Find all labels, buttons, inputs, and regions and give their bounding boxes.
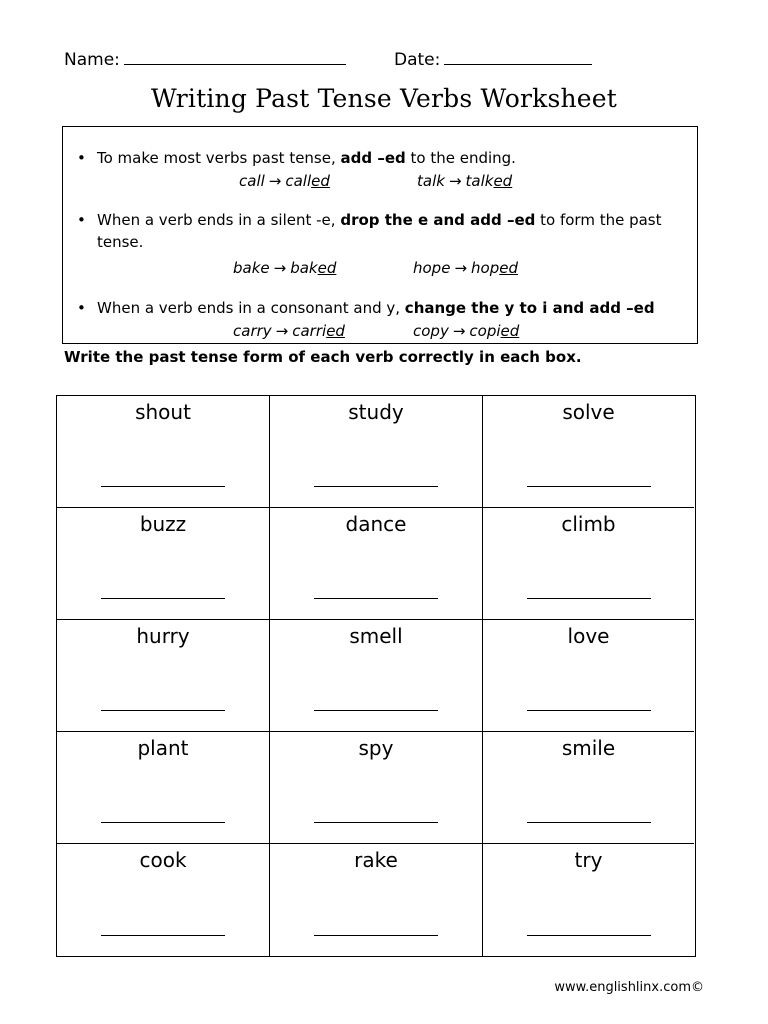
instruction-text: Write the past tense form of each verb correctly in each box. [64,348,582,366]
answer-line[interactable] [314,935,438,936]
answer-cell[interactable] [57,620,270,732]
answer-cell[interactable] [483,396,694,508]
verb-word: dance [345,512,407,536]
verb-word: study [348,400,404,424]
answer-cell[interactable] [270,732,483,844]
header [64,46,604,72]
answer-cell[interactable] [57,732,270,844]
example-stem: call [285,172,312,190]
example-stem: talk [465,172,494,190]
answer-line[interactable] [527,710,651,711]
example-base: call [239,172,265,190]
answer-line[interactable] [527,598,651,599]
verb-word: love [567,624,610,648]
rule-bold-text: add –ed [340,149,406,167]
rule-3 [79,297,687,319]
answer-cell[interactable] [270,396,483,508]
answer-line[interactable] [527,935,651,936]
bullet: • [77,149,86,167]
arrow-icon: → [454,259,468,277]
example-suffix: ed [326,322,345,340]
answer-cell[interactable] [57,508,270,620]
example-suffix: ed [499,259,518,277]
example-suffix: ed [311,172,330,190]
example [413,322,519,340]
rule-1 [79,147,687,169]
rule-text-before: To make most verbs past tense, [97,149,341,167]
example [239,172,330,190]
rule-text-after: to form the past tense. [97,211,662,251]
rule-text-before: When a verb ends in a silent -e, [97,211,341,229]
arrow-icon: → [452,322,466,340]
example [233,322,345,340]
arrow-icon: → [273,259,287,277]
date-label: Date: [394,50,441,70]
verb-word: try [574,848,603,872]
rule-bold-text: drop the e and add –ed [340,211,536,229]
example-suffix: ed [493,172,513,190]
arrow-icon: → [268,172,282,190]
answer-cell[interactable] [483,620,694,732]
example-base: hope [413,259,451,277]
answer-line[interactable] [314,598,438,599]
example-stem: copi [469,322,501,340]
verb-word: plant [137,736,189,760]
verb-word: rake [354,848,398,872]
example-stem: bak [290,259,318,277]
answer-cell[interactable] [483,844,694,956]
rule-text-before: When a verb ends in a consonant and y, [97,299,405,317]
example-stem: hop [471,259,500,277]
answer-cell[interactable] [57,396,270,508]
date-field[interactable] [394,46,592,70]
verb-word: smell [349,624,403,648]
answer-cell[interactable] [270,844,483,956]
answer-line[interactable] [101,822,225,823]
verb-word: solve [562,400,615,424]
rule-bold-text: change the y to i and add –ed [404,299,655,317]
verb-word: spy [358,736,394,760]
example-base: talk [417,172,445,190]
example [413,259,518,277]
name-field[interactable] [64,46,346,70]
answer-line[interactable] [527,822,651,823]
answer-cell[interactable] [483,508,694,620]
rules-box [62,126,698,344]
verb-word: hurry [136,624,190,648]
example-base: carry [233,322,272,340]
answer-cell[interactable] [270,620,483,732]
example [233,259,336,277]
answer-line[interactable] [101,598,225,599]
answer-line[interactable] [314,710,438,711]
answer-line[interactable] [101,935,225,936]
rule-text [97,209,687,253]
answer-line[interactable] [101,486,225,487]
name-label: Name: [64,50,120,70]
date-blank-line[interactable] [444,46,592,65]
bullet: • [77,299,86,317]
rule-2 [79,209,687,253]
bullet: • [77,211,86,229]
answer-line[interactable] [314,486,438,487]
rule-text [97,147,687,169]
answer-cell[interactable] [270,508,483,620]
verb-word: buzz [139,512,187,536]
verb-word: shout [135,400,191,424]
name-blank-line[interactable] [124,46,346,65]
answer-cell[interactable] [57,844,270,956]
example-stem: carri [292,322,327,340]
example-base: copy [413,322,449,340]
arrow-icon: → [448,172,462,190]
example [417,172,512,190]
verb-word: cook [139,848,187,872]
rule-text [97,297,687,319]
answer-line[interactable] [314,822,438,823]
verb-word: climb [561,512,616,536]
answer-cell[interactable] [483,732,694,844]
example-suffix: ed [500,322,520,340]
answer-grid [56,395,696,957]
verb-word: smile [561,736,616,760]
worksheet-title: Writing Past Tense Verbs Worksheet [150,84,618,113]
answer-line[interactable] [527,486,651,487]
arrow-icon: → [275,322,289,340]
example-suffix: ed [317,259,337,277]
example-base: bake [233,259,270,277]
footer-url: www.englishlinx.com© [554,980,704,995]
rule-text-after: to the ending. [405,149,516,167]
answer-line[interactable] [101,710,225,711]
